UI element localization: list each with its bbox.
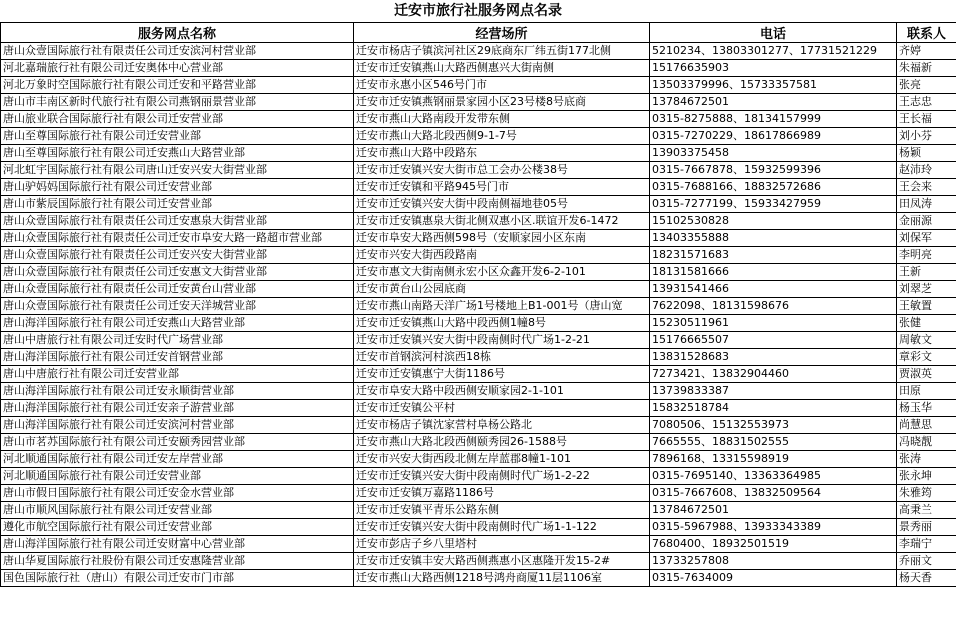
agency-name-cell: 唐山市紫辰国际旅行社有限公司迁安营业部 [1,196,354,213]
phone-cell: 0315-7695140、13363364985 [650,468,897,485]
agency-name-cell: 唐山众壹国际旅行社有限责任公司迁安惠泉大街营业部 [1,213,354,230]
contact-cell: 王敏置 [897,298,956,315]
contact-cell: 乔丽文 [897,553,956,570]
contact-cell: 张永坤 [897,468,956,485]
agency-name-cell: 唐山驴妈妈国际旅行社有限公司迁安营业部 [1,179,354,196]
contact-cell: 刘小芬 [897,128,956,145]
address-cell: 迁安市兴安大街西段路南 [354,247,650,264]
contact-cell: 赵沛玲 [897,162,956,179]
contact-cell: 杨颖 [897,145,956,162]
agency-name-cell: 唐山市丰南区新时代旅行社有限公司燕钢丽景营业部 [1,94,354,111]
table-row [1,43,956,60]
address-cell: 迁安市迁安镇丰安大路西侧燕惠小区惠隆开发15-2# [354,553,650,570]
agency-name-cell: 唐山众壹国际旅行社有限责任公司迁安市阜安大路一路超市营业部 [1,230,354,247]
table-row [1,60,956,77]
contact-cell: 周敏文 [897,332,956,349]
agency-name-cell: 唐山中唐旅行社有限公司迁安营业部 [1,366,354,383]
contact-cell: 高秉兰 [897,502,956,519]
table-row [1,77,956,94]
table-row [1,400,956,417]
address-cell: 迁安市迁安镇兴安大街中段南侧时代广场1-2-22 [354,468,650,485]
table-row [1,298,956,315]
address-cell: 迁安市燕山大路西侧1218号鸿舟商厦11层1106室 [354,570,650,587]
address-cell: 迁安市迁安镇和平路945号门市 [354,179,650,196]
address-cell: 迁安市迁安镇兴安大街中段南侧时代广场1-2-21 [354,332,650,349]
contact-cell: 刘保军 [897,230,956,247]
address-cell: 迁安市永惠小区546号门市 [354,77,650,94]
table-row [1,94,956,111]
address-cell: 迁安市迁安镇兴安大街市总工会办公楼38号 [354,162,650,179]
address-cell: 迁安市燕山大路北段西侧颐秀园26-1588号 [354,434,650,451]
agency-name-cell: 唐山众壹国际旅行社有限责任公司迁安兴安大街营业部 [1,247,354,264]
contact-cell: 杨天香 [897,570,956,587]
phone-cell: 7665555、18831502555 [650,434,897,451]
address-cell: 迁安市燕山大路北段西侧9-1-7号 [354,128,650,145]
contact-cell: 齐婷 [897,43,956,60]
table-row [1,434,956,451]
agency-name-cell: 遵化市航空国际旅行社有限公司迁安营业部 [1,519,354,536]
table-row [1,264,956,281]
table-row [1,383,956,400]
table-row [1,162,956,179]
table-row [1,179,956,196]
phone-cell: 15832518784 [650,400,897,417]
contact-cell: 刘翠芝 [897,281,956,298]
agency-name-cell: 唐山众壹国际旅行社有限责任公司迁安惠文大街营业部 [1,264,354,281]
agency-name-cell: 唐山众壹国际旅行社有限责任公司迁安天洋城营业部 [1,298,354,315]
agency-name-cell: 唐山至尊国际旅行社有限公司迁安燕山大路营业部 [1,145,354,162]
table-header-row [1,23,956,43]
header-contact: 联系人 [897,23,956,43]
agency-name-cell: 河北万象时空国际旅行社有限公司迁安和平路营业部 [1,77,354,94]
header-address: 经营场所 [354,23,650,43]
address-cell: 迁安市燕山大路南段开发带东侧 [354,111,650,128]
table-row [1,553,956,570]
phone-cell: 13931541466 [650,281,897,298]
phone-cell: 13739833387 [650,383,897,400]
address-cell: 迁安市彭店子乡八里塔村 [354,536,650,553]
phone-cell: 0315-7688166、18832572686 [650,179,897,196]
table-row [1,519,956,536]
contact-cell: 王长福 [897,111,956,128]
agency-name-cell: 河北嘉瑞旅行社有限公司迁安奥体中心营业部 [1,60,354,77]
address-cell: 迁安市迁安镇惠宁大街1186号 [354,366,650,383]
address-cell: 迁安市迁安镇燕钢丽景家园小区23号楼8号底商 [354,94,650,111]
agency-name-cell: 唐山海洋国际旅行社有限公司迁安亲子游营业部 [1,400,354,417]
phone-cell: 7273421、13832904460 [650,366,897,383]
table-row [1,128,956,145]
agency-name-cell: 唐山海洋国际旅行社有限公司迁安首钢营业部 [1,349,354,366]
table-body [1,43,956,587]
phone-cell: 0315-7270229、18617866989 [650,128,897,145]
phone-cell: 13733257808 [650,553,897,570]
table-row [1,315,956,332]
table-row [1,349,956,366]
address-cell: 迁安市惠文大街南侧永宏小区众鑫开发6-2-101 [354,264,650,281]
phone-cell: 13503379996、15733357581 [650,77,897,94]
phone-cell: 13403355888 [650,230,897,247]
phone-cell: 15102530828 [650,213,897,230]
phone-cell: 5210234、13803301277、17731521229 [650,43,897,60]
table-row [1,451,956,468]
table-row [1,196,956,213]
address-cell: 迁安市迁安镇燕山大路西侧惠兴大街南侧 [354,60,650,77]
agency-name-cell: 河北顺通国际旅行社有限公司迁安营业部 [1,468,354,485]
agency-table [0,22,956,587]
agency-name-cell: 河北虹宇国际旅行社有限公司唐山迁安兴安大街营业部 [1,162,354,179]
agency-name-cell: 唐山至尊国际旅行社有限公司迁安营业部 [1,128,354,145]
phone-cell: 15176665507 [650,332,897,349]
contact-cell: 田原 [897,383,956,400]
header-agency-name: 服务网点名称 [1,23,354,43]
phone-cell: 15230511961 [650,315,897,332]
contact-cell: 杨玉华 [897,400,956,417]
table-row [1,145,956,162]
agency-name-cell: 唐山海洋国际旅行社有限公司迁安财富中心营业部 [1,536,354,553]
table-row [1,281,956,298]
address-cell: 迁安市迁安镇惠泉大街北侧双惠小区.联谊开发6-1472 [354,213,650,230]
contact-cell: 李瑞宁 [897,536,956,553]
agency-name-cell: 河北顺通国际旅行社有限公司迁安左岸营业部 [1,451,354,468]
phone-cell: 13831528683 [650,349,897,366]
contact-cell: 景秀丽 [897,519,956,536]
contact-cell: 章彩文 [897,349,956,366]
phone-cell: 7896168、13315598919 [650,451,897,468]
contact-cell: 冯晓靓 [897,434,956,451]
phone-cell: 0315-7634009 [650,570,897,587]
table-row [1,536,956,553]
phone-cell: 0315-7277199、15933427959 [650,196,897,213]
address-cell: 迁安市迁安镇兴安大街中段南侧时代广场1-1-122 [354,519,650,536]
address-cell: 迁安市阜安大路西侧598号（安顺家园小区东南 [354,230,650,247]
contact-cell: 朱福新 [897,60,956,77]
address-cell: 迁安市阜安大路中段西侧安顺家园2-1-101 [354,383,650,400]
address-cell: 迁安市首钢滨河村滨西18栋 [354,349,650,366]
table-row [1,247,956,264]
phone-cell: 0315-5967988、13933343389 [650,519,897,536]
table-row [1,468,956,485]
agency-name-cell: 唐山海洋国际旅行社有限公司迁安滨河村营业部 [1,417,354,434]
agency-name-cell: 唐山海洋国际旅行社有限公司迁安永顺街营业部 [1,383,354,400]
phone-cell: 0315-7667878、15932599396 [650,162,897,179]
agency-name-cell: 唐山众壹国际旅行社有限责任公司迁安滨河村营业部 [1,43,354,60]
address-cell: 迁安市迁安镇公平村 [354,400,650,417]
contact-cell: 张涛 [897,451,956,468]
contact-cell: 王会来 [897,179,956,196]
agency-name-cell: 唐山旅业联合国际旅行社有限公司迁安营业部 [1,111,354,128]
contact-cell: 贾淑英 [897,366,956,383]
address-cell: 迁安市迁安镇兴安大街中段南侧福地巷05号 [354,196,650,213]
table-row [1,213,956,230]
contact-cell: 张健 [897,315,956,332]
address-cell: 迁安市迁安镇平青乐公路东侧 [354,502,650,519]
contact-cell: 王志忠 [897,94,956,111]
contact-cell: 李明亮 [897,247,956,264]
contact-cell: 张亮 [897,77,956,94]
phone-cell: 18131581666 [650,264,897,281]
page-title: 迁安市旅行社服务网点名录 [394,3,562,19]
address-cell: 迁安市燕山南路天洋广场1号楼地上B1-001号（唐山宽 [354,298,650,315]
agency-name-cell: 唐山中唐旅行社有限公司迁安时代广场营业部 [1,332,354,349]
address-cell: 迁安市兴安大街西段北侧左岸蓝郡8幢1-101 [354,451,650,468]
address-cell: 迁安市燕山大路中段路东 [354,145,650,162]
phone-cell: 7080506、15132553973 [650,417,897,434]
table-row [1,366,956,383]
table-row [1,570,956,587]
table-row [1,111,956,128]
agency-name-cell: 国色国际旅行社（唐山）有限公司迁安市门市部 [1,570,354,587]
agency-name-cell: 唐山市顺风国际旅行社有限公司迁安营业部 [1,502,354,519]
agency-name-cell: 唐山海洋国际旅行社有限公司迁安燕山大路营业部 [1,315,354,332]
table-row [1,502,956,519]
address-cell: 迁安市杨店子镇滨河社区29底商东厂纬五街177北侧 [354,43,650,60]
phone-cell: 13903375458 [650,145,897,162]
contact-cell: 尚慧思 [897,417,956,434]
address-cell: 迁安市迁安镇燕山大路中段西侧1幢8号 [354,315,650,332]
table-row [1,417,956,434]
table-row [1,230,956,247]
header-phone: 电话 [650,23,897,43]
phone-cell: 13784672501 [650,502,897,519]
contact-cell: 朱雅筠 [897,485,956,502]
agency-name-cell: 唐山众壹国际旅行社有限责任公司迁安黄台山营业部 [1,281,354,298]
phone-cell: 0315-8275888、18134157999 [650,111,897,128]
phone-cell: 0315-7667608、13832509564 [650,485,897,502]
address-cell: 迁安市迁安镇万嘉路1186号 [354,485,650,502]
contact-cell: 金丽源 [897,213,956,230]
agency-name-cell: 唐山市假日国际旅行社有限公司迁安金水营业部 [1,485,354,502]
agency-name-cell: 唐山市茗苏国际旅行社有限公司迁安颐秀园营业部 [1,434,354,451]
table-row [1,332,956,349]
phone-cell: 15176635903 [650,60,897,77]
address-cell: 迁安市黄台山公园底商 [354,281,650,298]
phone-cell: 7622098、18131598676 [650,298,897,315]
phone-cell: 7680400、18932501519 [650,536,897,553]
contact-cell: 王新 [897,264,956,281]
phone-cell: 13784672501 [650,94,897,111]
address-cell: 迁安市杨店子镇沈家营村阜杨公路北 [354,417,650,434]
contact-cell: 田凤涛 [897,196,956,213]
phone-cell: 18231571683 [650,247,897,264]
agency-name-cell: 唐山华夏国际旅行社股份有限公司迁安惠隆营业部 [1,553,354,570]
table-row [1,485,956,502]
